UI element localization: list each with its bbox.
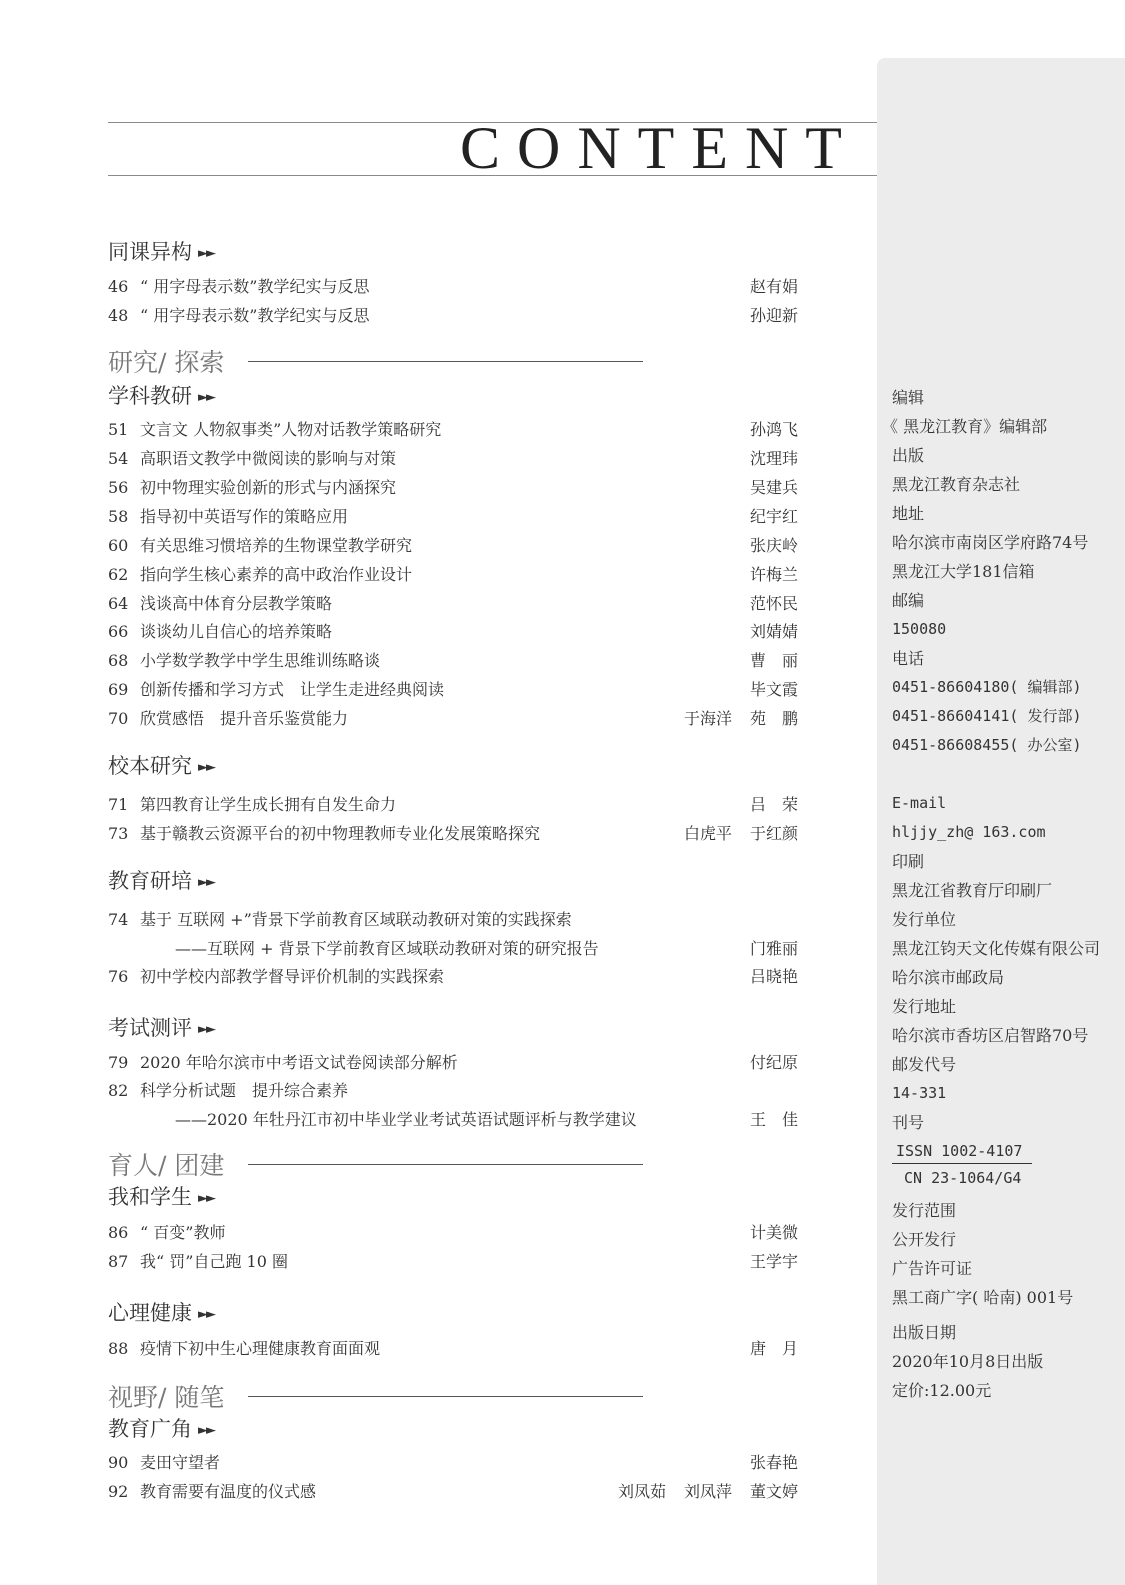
toc-entry[interactable]: 56 初中物理实验创新的形式与内涵探究 吴建兵 — [108, 478, 798, 497]
sidebar-cn: CN 23-1064/G4 — [904, 1169, 1022, 1187]
sidebar-postal-code: 14-331 — [892, 1084, 947, 1102]
sidebar-ad-label: 广告许可证 — [892, 1259, 973, 1278]
sidebar-date-label: 出版日期 — [892, 1323, 957, 1342]
sidebar-editor: 《 黑龙江教育》编辑部 — [882, 417, 1048, 436]
sidebar-dist-address: 哈尔滨市香坊区启智路70号 — [892, 1026, 1089, 1045]
toc-entry[interactable]: 60 有关思维习惯培养的生物课堂教学研究 张庆岭 — [108, 536, 798, 555]
section-heading-yanjiu: 研究∕ 探索 — [108, 348, 225, 377]
toc-entry[interactable]: 88 疫情下初中生心理健康教育面面观 唐 月 — [108, 1339, 798, 1358]
column-heading-xinli: 心理健康 ►► — [108, 1301, 214, 1325]
sidebar-issue-label: 刊号 — [892, 1113, 925, 1132]
sidebar-date: 2020年10月8日出版 — [892, 1352, 1044, 1371]
section-heading-yuren: 育人∕ 团建 — [108, 1151, 225, 1180]
toc-entry[interactable]: 73 基于赣教云资源平台的初中物理教师专业化发展策略探究 白虎平 于红颜 — [108, 824, 798, 843]
header-bottom-rule — [108, 175, 877, 176]
toc-entry[interactable]: 74 基于 互联网 +”背景下学前教育区域联动教研对策的实践探索 — [108, 910, 572, 929]
toc-entry[interactable]: 69 创新传播和学习方式 让学生走进经典阅读 毕文霞 — [108, 680, 798, 699]
toc-entry-subtitle[interactable]: ——2020 年牡丹江市初中毕业学业考试英语试题评析与教学建议 王 佳 — [175, 1110, 798, 1129]
toc-entry[interactable]: 82 科学分析试题 提升综合素养 — [108, 1081, 349, 1100]
sidebar-phone-distribution: 0451-86604141( 发行部) — [892, 707, 1082, 725]
sidebar-issn: ISSN 1002-4107 — [896, 1142, 1023, 1160]
sidebar-email-label: E-mail — [892, 794, 947, 812]
sidebar-printing-label: 印刷 — [892, 852, 925, 871]
toc-entry[interactable]: 90 麦田守望者 张春艳 — [108, 1453, 798, 1472]
sidebar-postcode-label: 邮编 — [892, 591, 925, 610]
sidebar-address-label: 地址 — [892, 504, 925, 523]
sidebar-range: 公开发行 — [892, 1230, 957, 1249]
toc-entry[interactable]: 87 我“ 罚”自己跑 10 圈 王学宇 — [108, 1252, 798, 1271]
sidebar-distributor-line2: 哈尔滨市邮政局 — [892, 968, 1005, 987]
sidebar-distributor-label: 发行单位 — [892, 910, 957, 929]
sidebar-range-label: 发行范围 — [892, 1201, 957, 1220]
sidebar-phone-office: 0451-86608455( 办公室) — [892, 736, 1082, 754]
toc-entry[interactable]: 71 第四教育让学生成长拥有自发生命力 吕 荣 — [108, 795, 798, 814]
page-title: CONTENT — [460, 115, 859, 181]
sidebar-printing: 黑龙江省教育厅印刷厂 — [892, 881, 1053, 900]
toc-entry[interactable]: 92 教育需要有温度的仪式感 刘凤茹 刘凤萍 董文婷 — [108, 1482, 798, 1501]
toc-entry[interactable]: 54 高职语文教学中微阅读的影响与对策 沈理玮 — [108, 449, 798, 468]
sidebar-editor-label: 编辑 — [892, 388, 925, 407]
toc-entry[interactable]: 68 小学数学教学中学生思维训练略谈 曹 丽 — [108, 651, 798, 670]
column-heading-xuesheng: 我和学生 ►► — [108, 1185, 214, 1209]
column-heading-xueke: 学科教研 ►► — [108, 384, 214, 408]
toc-entry[interactable]: 64 浅谈高中体育分层教学策略 范怀民 — [108, 594, 798, 613]
toc-entry[interactable]: 46 “ 用字母表示数”教学纪实与反思 赵有娟 — [108, 277, 798, 296]
sidebar-publisher: 黑龙江教育杂志社 — [892, 475, 1021, 494]
toc-entry[interactable]: 66 谈谈幼儿自信心的培养策略 刘婧婧 — [108, 622, 798, 641]
sidebar-postcode: 150080 — [892, 620, 947, 638]
toc-entry[interactable]: 70 欣赏感悟 提升音乐鉴赏能力 于海洋 苑 鹏 — [108, 709, 798, 728]
column-heading-guangjiao: 教育广角 ►► — [108, 1417, 214, 1441]
toc-entry[interactable]: 79 2020 年哈尔滨市中考语文试卷阅读部分解析 付纪原 — [108, 1053, 798, 1072]
column-heading-kaoshi: 考试测评 ►► — [108, 1016, 214, 1040]
sidebar-postal-code-label: 邮发代号 — [892, 1055, 957, 1074]
sidebar-publisher-label: 出版 — [892, 446, 925, 465]
toc-entry[interactable]: 48 “ 用字母表示数”教学纪实与反思 孙迎新 — [108, 306, 798, 325]
sidebar-phone-label: 电话 — [892, 649, 925, 668]
column-heading-yanpei: 教育研培 ►► — [108, 869, 214, 893]
toc-entry[interactable]: 62 指向学生核心素养的高中政治作业设计 许梅兰 — [108, 565, 798, 584]
sidebar-address-line1: 哈尔滨市南岗区学府路74号 — [892, 533, 1089, 552]
column-heading-tongke: 同课异构 ►► — [108, 240, 214, 264]
toc-entry[interactable]: 86 “ 百变”教师 计美微 — [108, 1223, 798, 1242]
sidebar-distributor-line1: 黑龙江钧天文化传媒有限公司 — [892, 939, 1101, 958]
column-heading-xiaoben: 校本研究 ►► — [108, 754, 214, 778]
sidebar-address-line2: 黑龙江大学181信箱 — [892, 562, 1035, 581]
sidebar-ad-license: 黑工商广字( 哈南) 001号 — [892, 1288, 1074, 1307]
toc-entry-subtitle[interactable]: ——互联网 + 背景下学前教育区域联动教研对策的研究报告 门雅丽 — [175, 939, 798, 958]
toc-entry[interactable]: 51 文言文 人物叙事类”人物对话教学策略研究 孙鸿飞 — [108, 420, 798, 439]
toc-entry[interactable]: 58 指导初中英语写作的策略应用 纪宇红 — [108, 507, 798, 526]
section-rule — [248, 361, 643, 362]
sidebar-dist-address-label: 发行地址 — [892, 997, 957, 1016]
sidebar-email[interactable]: hljjy_zh@ 163.com — [892, 823, 1046, 841]
section-rule — [248, 1164, 643, 1165]
sidebar-price: 定价:12.00元 — [892, 1381, 992, 1400]
section-heading-shiye: 视野∕ 随笔 — [108, 1383, 225, 1412]
toc-entry[interactable]: 76 初中学校内部教学督导评价机制的实践探索 吕晓艳 — [108, 967, 798, 986]
section-rule — [248, 1396, 643, 1397]
sidebar-phone-editorial: 0451-86604180( 编辑部) — [892, 678, 1082, 696]
